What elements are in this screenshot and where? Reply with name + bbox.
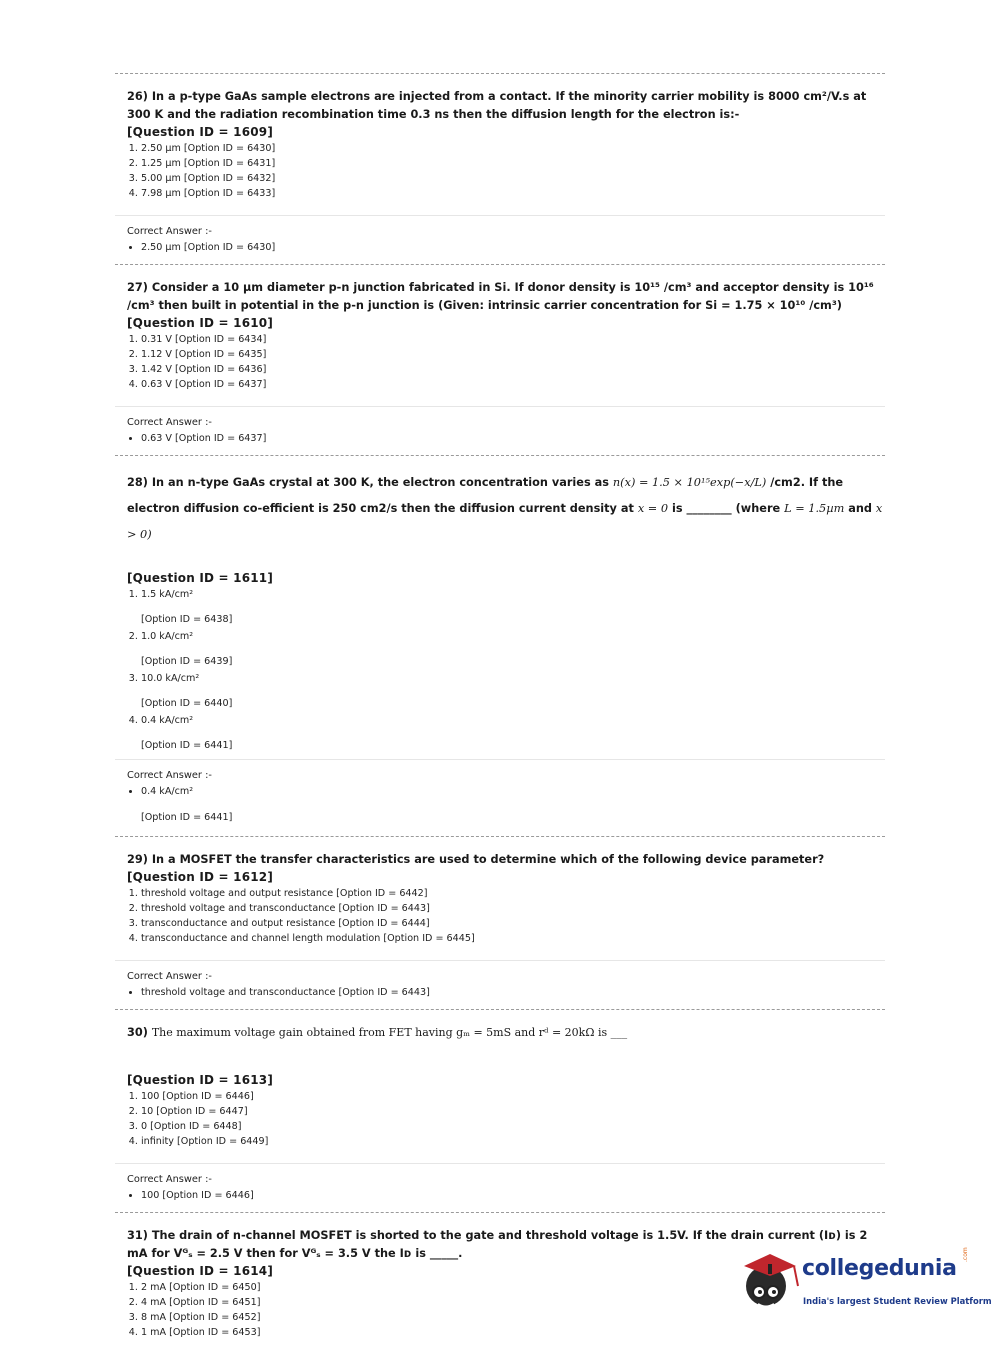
options-list bbox=[115, 1089, 885, 1149]
option: 2. 1.12 V [Option ID = 6435] bbox=[141, 347, 885, 362]
option: 3. 8 mA [Option ID = 6452] bbox=[141, 1310, 885, 1325]
correct-option: • 2.50 µm [Option ID = 6430] bbox=[141, 240, 885, 256]
mascot-icon bbox=[740, 1252, 802, 1314]
option: 1. 2 mA [Option ID = 6450] bbox=[141, 1280, 885, 1295]
option: 4. 0.4 kA/cm² [Option ID = 6441] bbox=[141, 713, 885, 753]
logo-wordmark: collegedunia bbox=[802, 1256, 957, 1281]
option: 3. 0 [Option ID = 6448] bbox=[141, 1119, 885, 1134]
question-text: 31) The drain of n-channel MOSFET is shorted to the gate and threshold voltage is 1.5V. If the drain current (Iᴅ) is 2 mA for Vᴳₛ = 2.5 V then for Vᴳₛ = 3.5 V the Iᴅ is _____. bbox=[127, 1229, 868, 1260]
correct-answer bbox=[115, 985, 885, 1009]
correct-answer-label: Correct Answer :- bbox=[127, 226, 212, 237]
correct-answer-label: Correct Answer :- bbox=[127, 417, 212, 428]
question-text: 28) In an n-type GaAs crystal at 300 K, the electron concentration varies as n(x) = 1.5 × 10¹⁵exp(−x/L) /cm2. If the electron diffusion co-efficient is 250 cm2/s then the diffusion current density at x = 0 is ________ (where L = 1.5µm and x > 0) bbox=[127, 476, 883, 541]
option: 2. 1.0 kA/cm² [Option ID = 6439] bbox=[141, 629, 885, 669]
correct-answer-label: Correct Answer :- bbox=[127, 971, 212, 982]
question-text: 29) In a MOSFET the transfer characteristics are used to determine which of the following device parameter? bbox=[127, 853, 825, 866]
question-paper bbox=[115, 73, 885, 1340]
option: 2. 1.25 µm [Option ID = 6431] bbox=[141, 156, 885, 171]
question-id: [Question ID = 1612] bbox=[127, 870, 274, 884]
correct-answer bbox=[115, 784, 885, 836]
question-id: [Question ID = 1610] bbox=[127, 316, 274, 330]
correct-answer bbox=[115, 1188, 885, 1212]
question-text: 26) In a p-type GaAs sample electrons are injected from a contact. If the minority carrier mobility is 8000 cm²/V.s at 300 K and the radiation recombination time 0.3 ns then the diffusion length for the electron is:- bbox=[127, 90, 867, 121]
option: 1. 100 [Option ID = 6446] bbox=[141, 1089, 885, 1104]
option: 4. 0.63 V [Option ID = 6437] bbox=[141, 377, 885, 392]
options-list bbox=[115, 587, 885, 753]
option: 1. 0.31 V [Option ID = 6434] bbox=[141, 332, 885, 347]
correct-answer bbox=[115, 431, 885, 455]
option: 2. 4 mA [Option ID = 6451] bbox=[141, 1295, 885, 1310]
correct-option: • 100 [Option ID = 6446] bbox=[141, 1188, 885, 1204]
question-id: [Question ID = 1609] bbox=[127, 125, 274, 139]
options-list bbox=[115, 332, 885, 392]
correct-answer-label: Correct Answer :- bbox=[127, 1174, 212, 1185]
option: 2. 10 [Option ID = 6447] bbox=[141, 1104, 885, 1119]
correct-option: • threshold voltage and transconductance [Option ID = 6443] bbox=[141, 985, 885, 1001]
logo-tagline: India's largest Student Review Platform bbox=[803, 1296, 992, 1306]
option: 4. infinity [Option ID = 6449] bbox=[141, 1134, 885, 1149]
option: 2. threshold voltage and transconductance [Option ID = 6443] bbox=[141, 901, 885, 916]
option: 3. 1.42 V [Option ID = 6436] bbox=[141, 362, 885, 377]
question-text: 30) The maximum voltage gain obtained from FET having gₘ = 5mS and rᵈ = 20kΩ is ___ bbox=[127, 1026, 628, 1039]
formula: L = 1.5µm bbox=[784, 502, 845, 515]
option: 4. 7.98 µm [Option ID = 6433] bbox=[141, 186, 885, 201]
correct-option: • 0.4 kA/cm² [Option ID = 6441] bbox=[141, 784, 885, 826]
formula: x = 0 bbox=[637, 502, 669, 515]
option: 3. 5.00 µm [Option ID = 6432] bbox=[141, 171, 885, 186]
option: 3. transconductance and output resistance [Option ID = 6444] bbox=[141, 916, 885, 931]
option: 1. 1.5 kA/cm² [Option ID = 6438] bbox=[141, 587, 885, 627]
correct-answer bbox=[115, 240, 885, 264]
option: 1. threshold voltage and output resistance [Option ID = 6442] bbox=[141, 886, 885, 901]
option: 3. 10.0 kA/cm² [Option ID = 6440] bbox=[141, 671, 885, 711]
collegedunia-logo bbox=[740, 1247, 992, 1318]
option: 4. transconductance and channel length modulation [Option ID = 6445] bbox=[141, 931, 885, 946]
option: 4. 1 mA [Option ID = 6453] bbox=[141, 1325, 885, 1340]
question-id: [Question ID = 1614] bbox=[127, 1264, 274, 1278]
formula: x > 0) bbox=[127, 502, 883, 541]
correct-option: • 0.63 V [Option ID = 6437] bbox=[141, 431, 885, 447]
formula: n(x) = 1.5 × 10¹⁵exp(−x/L) bbox=[612, 476, 767, 489]
correct-answer-label: Correct Answer :- bbox=[127, 770, 212, 781]
options-list bbox=[115, 141, 885, 201]
question-text: 27) Consider a 10 µm diameter p-n junction fabricated in Si. If donor density is 10¹⁵ /cm³ and acceptor density is 10¹⁶ /cm³ then built in potential in the p-n junction is (Given: intrinsic carrier concentration for Si = 1.75 × 10¹⁰ /cm³) bbox=[127, 281, 874, 312]
question-id: [Question ID = 1611] bbox=[127, 571, 274, 585]
question-id: [Question ID = 1613] bbox=[127, 1073, 274, 1087]
logo-suffix: .com bbox=[962, 1247, 969, 1262]
options-list bbox=[115, 886, 885, 946]
option: 1. 2.50 µm [Option ID = 6430] bbox=[141, 141, 885, 156]
